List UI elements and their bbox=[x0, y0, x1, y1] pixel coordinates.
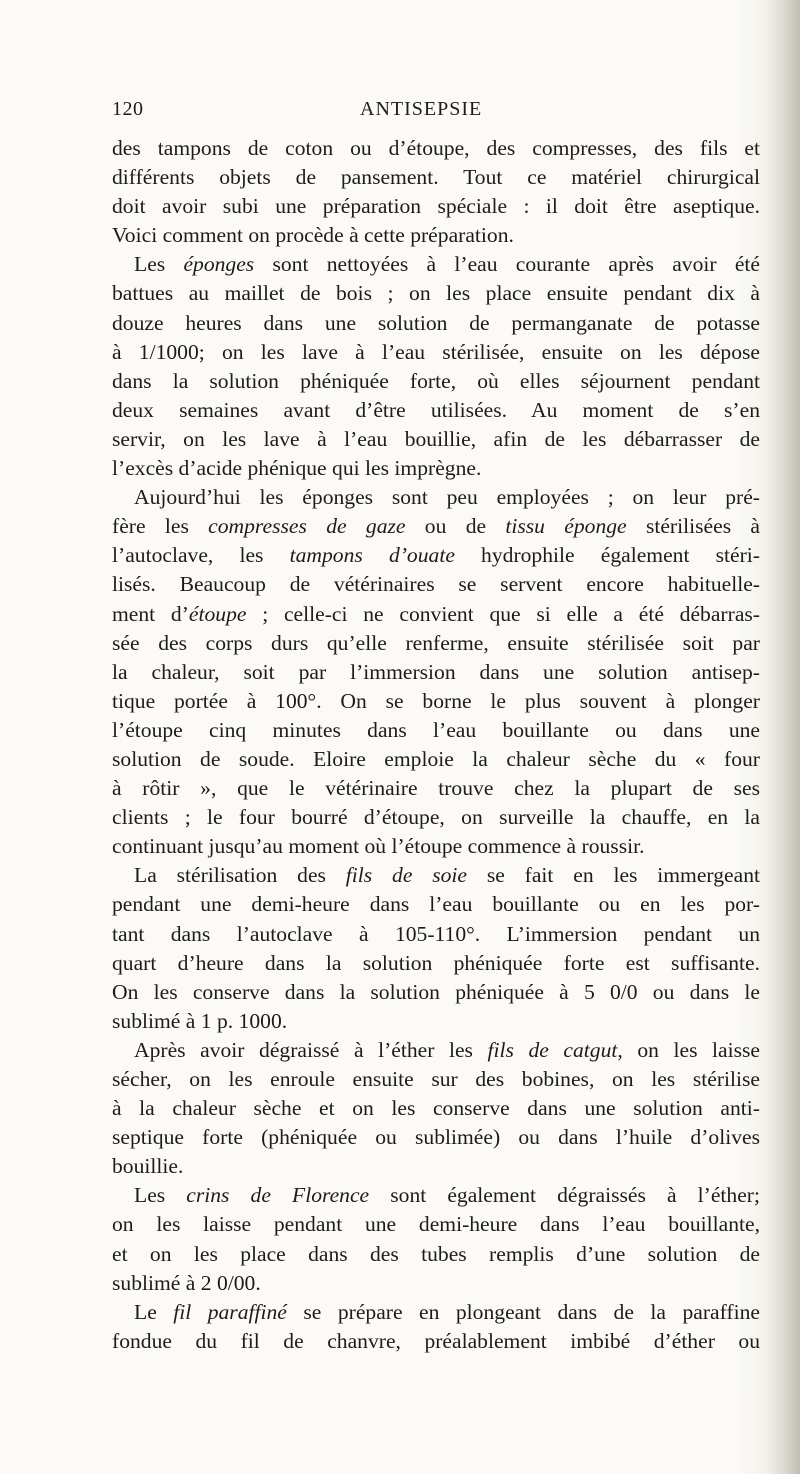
text-fragment: Les bbox=[134, 1183, 187, 1208]
text-fragment: se fait en les immergeant bbox=[467, 863, 760, 888]
italic-term: fil paraffiné bbox=[173, 1299, 287, 1324]
text-line: dans la solution phéniquée forte, où elles séjournent pendant bbox=[112, 368, 760, 393]
text-fragment: , on les laisse bbox=[617, 1037, 761, 1062]
text-fragment: Après avoir dégraissé à l’éther les bbox=[134, 1037, 488, 1062]
text-line: pendant une demi-heure dans l’eau bouillante ou en les por- bbox=[112, 892, 760, 917]
text-line: sécher, on les enroule ensuite sur des bobines, on les stérilise bbox=[112, 1067, 760, 1091]
text-fragment: La stérilisation des bbox=[134, 863, 346, 888]
text-line: septique forte (phéniquée ou sublimée) ou dans l’huile d’olives bbox=[112, 1125, 760, 1150]
text-fragment: hydrophile également stéri- bbox=[454, 543, 760, 568]
text-line: fondue du fil de chanvre, préalablement imbibé d’éther ou bbox=[112, 1328, 760, 1353]
text-line: Voici comment on procède à cette préparation. bbox=[112, 223, 514, 248]
italic-term: éponges bbox=[183, 252, 255, 277]
text-line: clients ; le four bourré d’étoupe, on surveille la chauffe, en la bbox=[112, 805, 760, 830]
text-line: lisés. Beaucoup de vétérinaires se servent encore habituelle- bbox=[112, 572, 760, 597]
text-line bbox=[112, 1298, 760, 1327]
text-line: différents objets de pansement. Tout ce matériel chirurgical bbox=[112, 165, 760, 190]
text-line: à la chaleur sèche et on les conserve dans une solution anti- bbox=[112, 1096, 760, 1121]
text-line: solution de soude. Eloire emploie la chaleur sèche du « four bbox=[112, 746, 760, 771]
page-edge-shadow bbox=[766, 0, 800, 1474]
text-fragment: se prépare en plongeant dans de la paraffine bbox=[286, 1299, 760, 1324]
text-line: Aujourd’hui les éponges sont peu employées ; on leur pré- bbox=[134, 485, 760, 510]
text-line: l’excès d’acide phénique qui les imprègne. bbox=[112, 456, 482, 481]
text-line: battues au maillet de bois ; on les place ensuite pendant dix à bbox=[112, 281, 760, 306]
text-line: On les conserve dans la solution phéniquée à 5 0/0 ou dans le bbox=[112, 979, 760, 1004]
text-line bbox=[112, 250, 760, 279]
italic-term: compresses de gaze bbox=[208, 514, 406, 539]
text-line bbox=[112, 541, 760, 570]
text-line bbox=[112, 1181, 760, 1210]
text-line: sée des corps durs qu’elle renferme, ensuite stérilisée soit par bbox=[112, 630, 760, 655]
text-fragment: Le bbox=[134, 1299, 174, 1324]
text-line: servir, on les lave à l’eau bouillie, afin de les débarrasser de bbox=[112, 426, 760, 451]
text-line: doit avoir subi une préparation spéciale : il doit être aseptique. bbox=[112, 194, 760, 219]
text-fragment: ou de bbox=[405, 514, 506, 539]
page-header bbox=[112, 98, 772, 128]
italic-term: crins de Florence bbox=[186, 1183, 370, 1208]
text-fragment: ment d’ bbox=[112, 601, 189, 626]
running-head: ANTISEPSIE bbox=[360, 98, 483, 120]
italic-term: tissu éponge bbox=[505, 514, 627, 539]
text-fragment: sont également dégraissés à l’éther; bbox=[369, 1183, 760, 1208]
text-line: et on les place dans des tubes remplis d’une solution de bbox=[112, 1241, 760, 1266]
text-fragment: sont nettoyées à l’eau courante après avoir été bbox=[254, 252, 761, 277]
text-fragment: Les bbox=[134, 252, 184, 277]
body-text bbox=[112, 134, 760, 1356]
text-fragment: stérilisées à bbox=[626, 514, 760, 539]
text-line bbox=[112, 512, 760, 541]
text-line bbox=[112, 600, 760, 629]
italic-term: étoupe bbox=[188, 601, 247, 626]
page-number: 120 bbox=[112, 98, 144, 120]
text-line: douze heures dans une solution de permanganate de potasse bbox=[112, 310, 760, 335]
text-line: tant dans l’autoclave à 105-110°. L’immersion pendant un bbox=[112, 921, 760, 946]
italic-term: fils de catgut bbox=[487, 1037, 618, 1062]
italic-term: fils de soie bbox=[345, 863, 468, 888]
text-line: la chaleur, soit par l’immersion dans une solution antisep- bbox=[112, 659, 760, 684]
text-line: sublimé à 1 p. 1000. bbox=[112, 1008, 288, 1033]
text-line: continuant jusqu’au moment où l’étoupe commence à roussir. bbox=[112, 834, 645, 859]
text-line: tique portée à 100°. On se borne le plus souvent à plonger bbox=[112, 688, 760, 713]
text-line: à rôtir », que le vétérinaire trouve chez la plupart de ses bbox=[112, 776, 760, 801]
text-line: deux semaines avant d’être utilisées. Au moment de s’en bbox=[112, 397, 760, 422]
text-fragment: ; celle-ci ne convient que si elle a été débarras- bbox=[246, 601, 760, 626]
text-line: à 1/1000; on les lave à l’eau stérilisée, ensuite on les dépose bbox=[112, 339, 760, 364]
italic-term: tampons d’ouate bbox=[289, 543, 455, 568]
text-fragment: fère les bbox=[112, 514, 209, 539]
text-line: l’étoupe cinq minutes dans l’eau bouillante ou dans une bbox=[112, 717, 760, 742]
text-line: bouillie. bbox=[112, 1154, 184, 1179]
text-line: sublimé à 2 0/00. bbox=[112, 1270, 261, 1295]
text-fragment: l’autoclave, les bbox=[112, 543, 290, 568]
text-line: quart d’heure dans la solution phéniquée forte est suffisante. bbox=[112, 950, 760, 975]
text-line: on les laisse pendant une demi-heure dans l’eau bouillante, bbox=[112, 1212, 760, 1237]
text-line bbox=[112, 1036, 760, 1065]
text-line: des tampons de coton ou d’étoupe, des compresses, des fils et bbox=[112, 136, 760, 160]
text-line bbox=[112, 861, 760, 890]
